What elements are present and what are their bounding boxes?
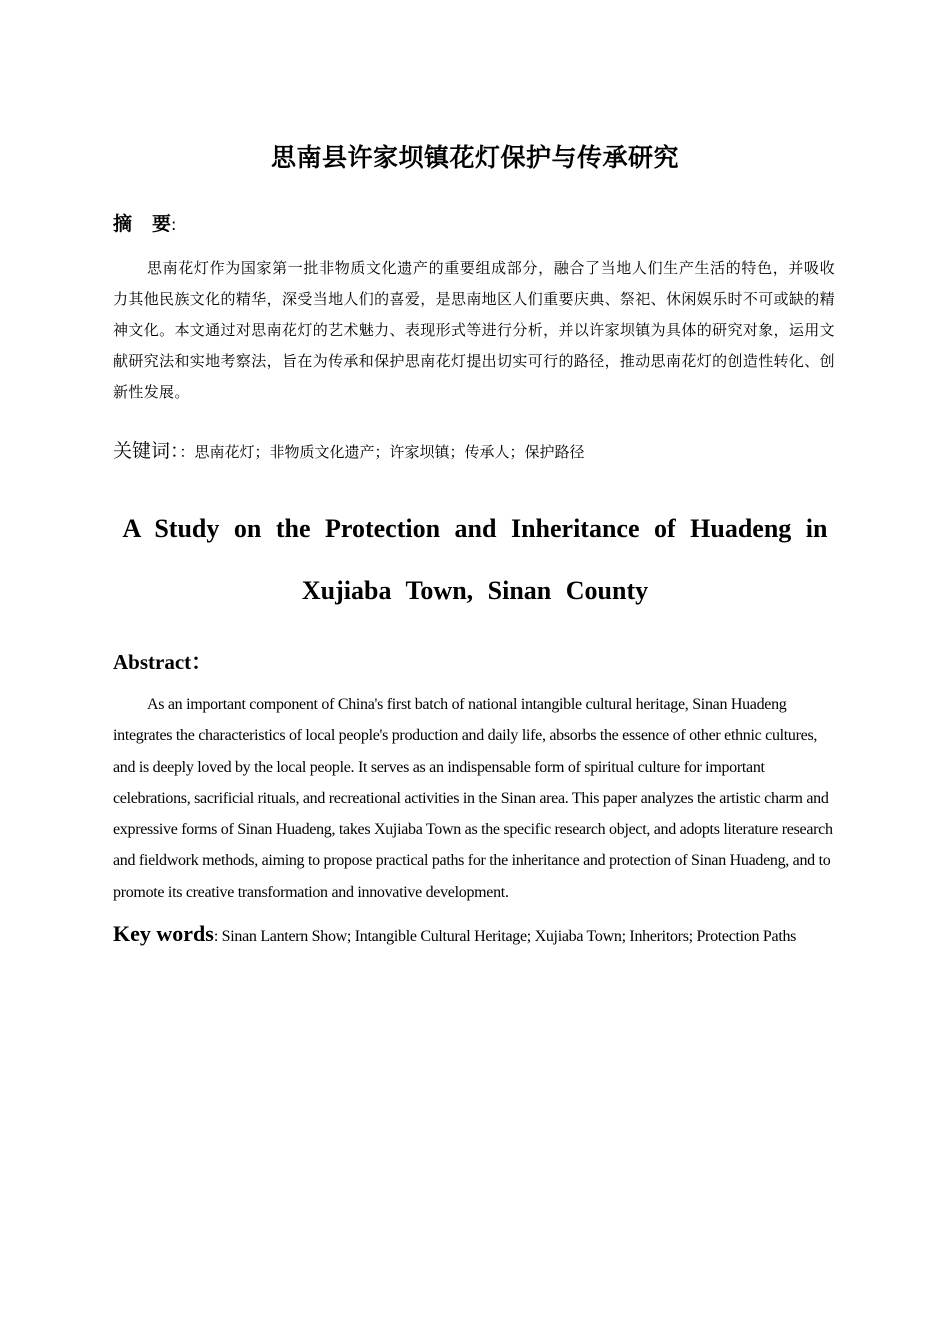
chinese-abstract-label-second: 要	[152, 213, 172, 235]
chinese-keywords-label: 关键词：	[113, 440, 180, 462]
english-title-line-2: Xujiaba Town, Sinan County	[301, 576, 649, 605]
chinese-abstract-label-colon: :	[171, 215, 177, 234]
english-keywords-label: Key words	[113, 921, 214, 946]
chinese-keywords-text: ：思南花灯；非物质文化遗产；许家坝镇；传承人；保护路径	[179, 443, 585, 461]
chinese-abstract-heading	[113, 210, 176, 239]
chinese-abstract-label-first: 摘	[113, 213, 133, 235]
chinese-title: 思南县许家坝镇花灯保护与传承研究	[270, 143, 679, 172]
chinese-keywords	[113, 436, 853, 468]
chinese-abstract-body: 思南花灯作为国家第一批非物质文化遗产的重要组成部分，融合了当地人们生产生活的特色，并吸收力其他民族文化的精华，深受当地人们的喜爱，是思南地区人们重要庆典、祭祀、休闲娱乐时不可或缺的精神文化。本文通过对思南花灯的艺术魅力、表现形式等进行分析，并以许家坝镇为具体的研究对象，运用文献研究法和实地考察法，旨在为传承和保护思南花灯提出切实可行的路径，推动思南花灯的创造性转化、创新性发展。	[113, 259, 835, 401]
english-keywords-text: : Sinan Lantern Show; Intangible Cultural Heritage; Xujiaba Town; Inheritors; Protection Paths	[213, 928, 797, 945]
english-title	[113, 498, 837, 622]
english-title-line-1: A Study on the Protection and Inheritance of Huadeng in	[122, 514, 828, 543]
english-abstract-body: As an important component of China's first batch of national intangible cultural heritage, Sinan Huadeng integrates the characteristics of local people's production and daily life, absorbs the essence of other ethnic cultures, and is deeply loved by the local people. It serves as an indispensable form of spiritual culture for important celebrations, sacrificial rituals, and recreational activities in the Sinan area. This paper analyzes the artistic charm and expressive forms of Sinan Huadeng, takes Xujiaba Town as the specific research object, and adopts literature research and fieldwork methods, aiming to propose practical paths for the inheritance and protection of Sinan Huadeng, and to promote its creative transformation and innovative development.	[113, 696, 833, 901]
english-abstract-heading: Abstract：	[113, 650, 213, 674]
english-keywords	[113, 918, 873, 953]
